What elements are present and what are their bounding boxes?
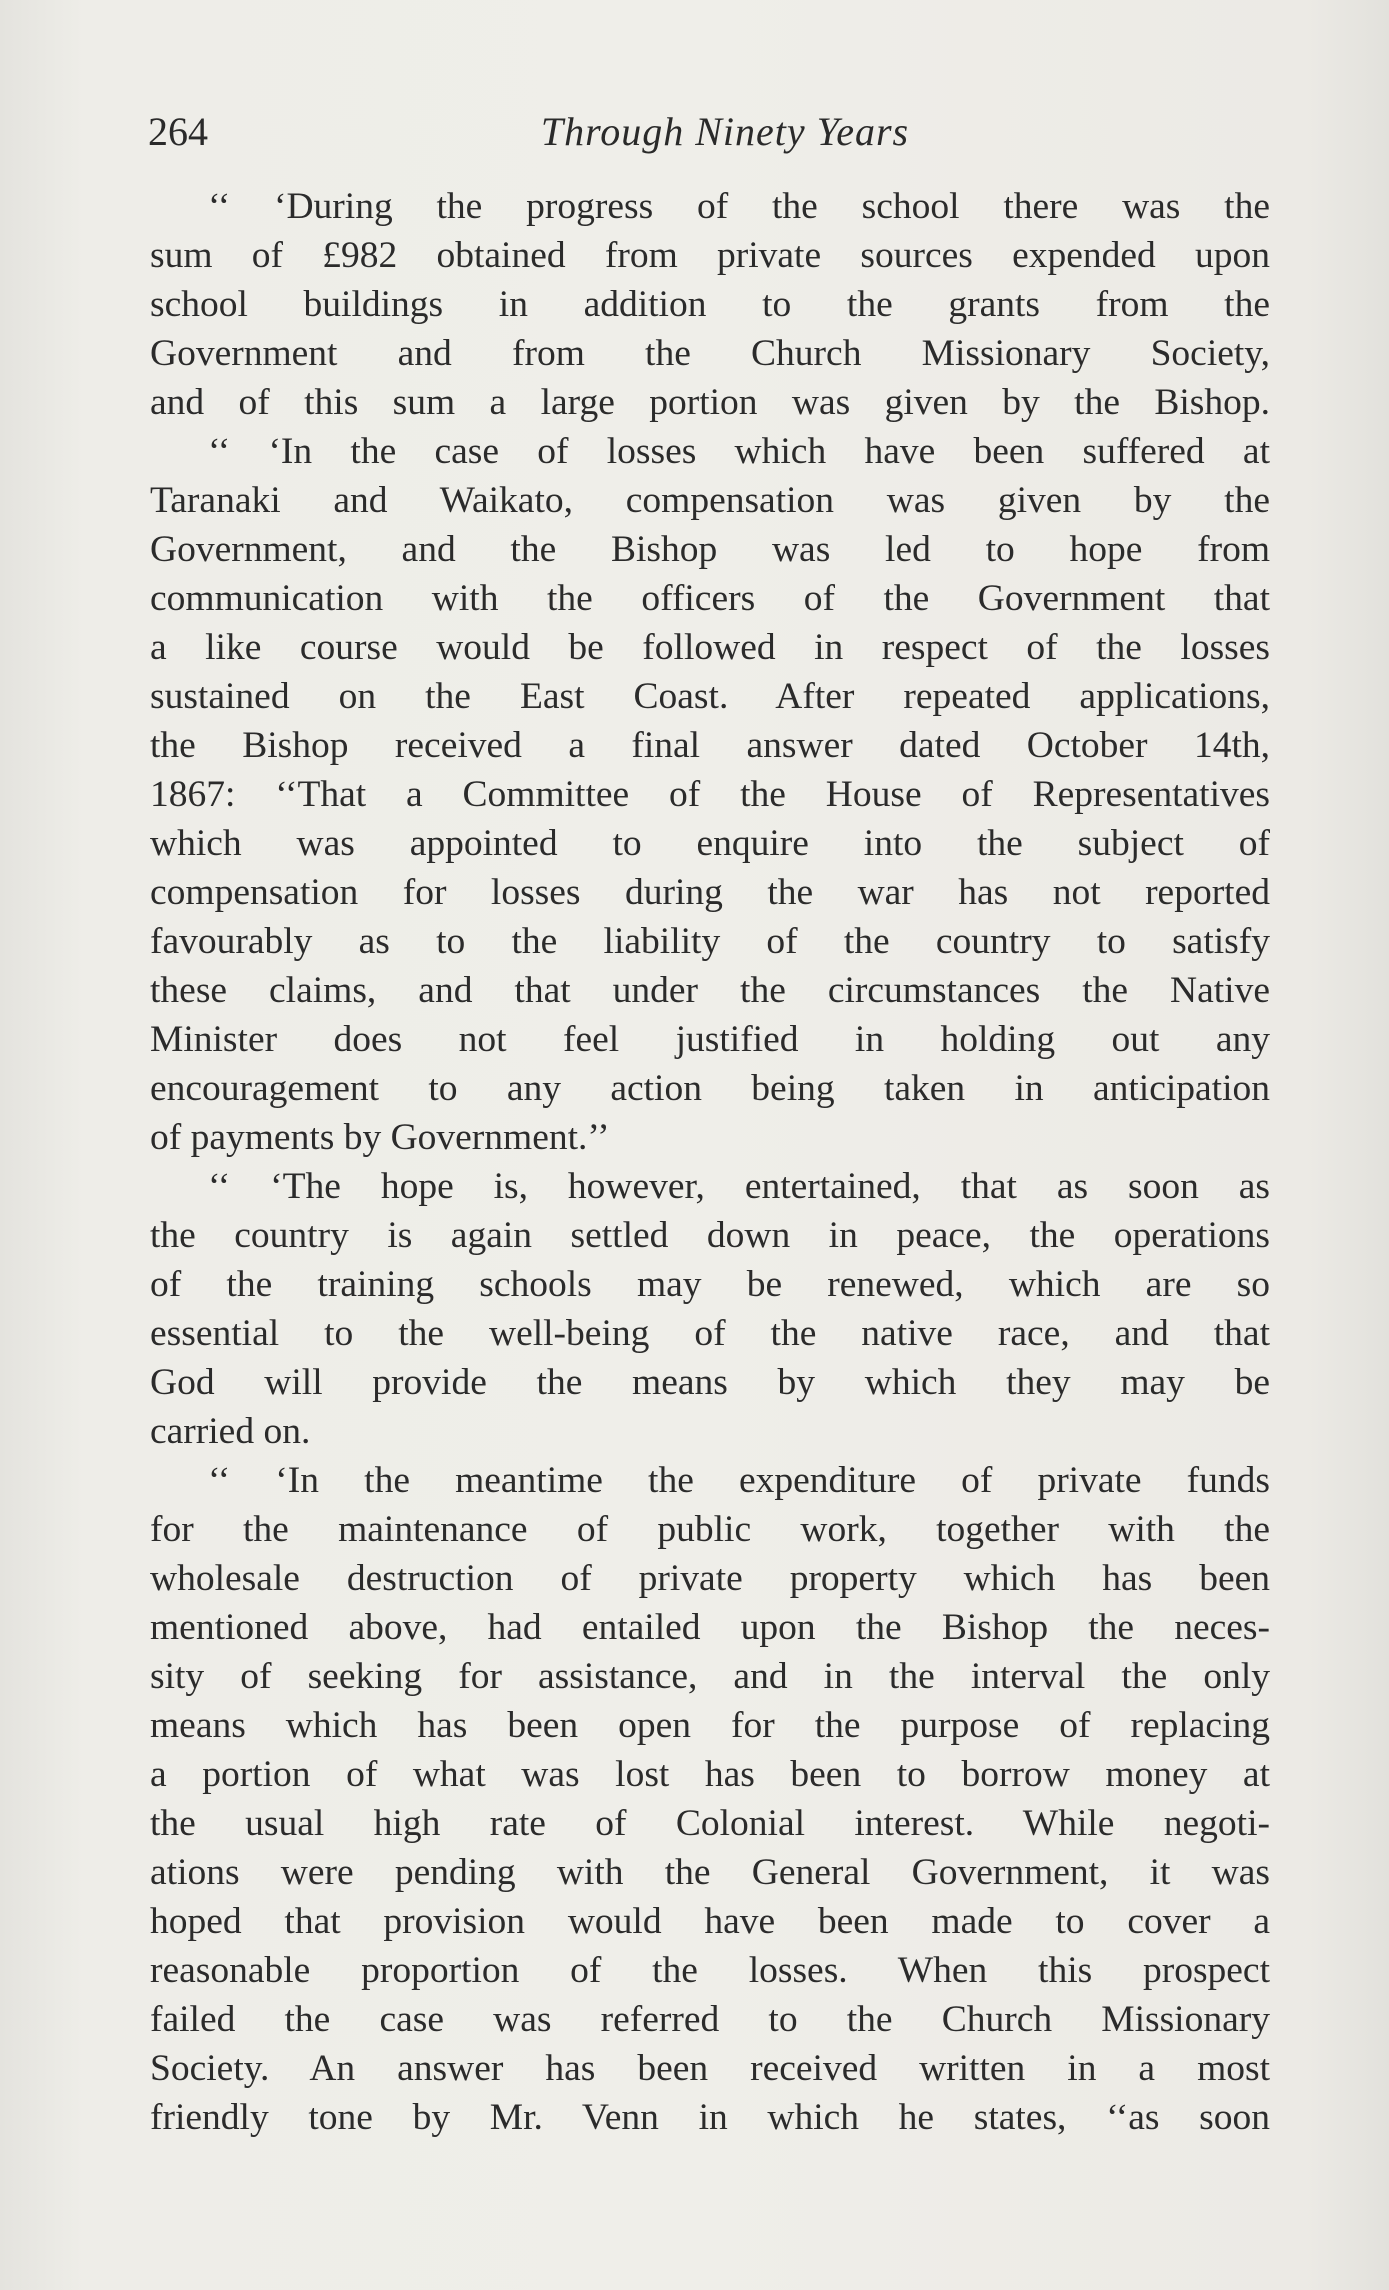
text-line: failed the case was referred to the Church Missionary (150, 1999, 1270, 2040)
text-line: carried on. (150, 1411, 311, 1452)
text-line: favourably as to the liability of the country to satisfy (150, 921, 1270, 962)
text-line: communication with the officers of the Government that (150, 578, 1270, 619)
text-line: Taranaki and Waikato, compensation was given by the (150, 480, 1270, 521)
text-line: mentioned above, had entailed upon the Bishop the neces- (150, 1607, 1270, 1648)
text-line: God will provide the means by which they may be (150, 1362, 1270, 1403)
text-line: school buildings in addition to the grants from the (150, 284, 1270, 325)
text-line: 1867: ‘‘That a Committee of the House of Representatives (150, 774, 1270, 815)
text-line: ‘‘ ‘In the meantime the expenditure of private funds (208, 1460, 1270, 1501)
text-line: of the training schools may be renewed, which are so (150, 1264, 1270, 1305)
text-line: the usual high rate of Colonial interest. While negoti- (150, 1803, 1270, 1844)
text-line: Minister does not feel justified in holding out any (150, 1019, 1270, 1060)
text-line: sity of seeking for assistance, and in the interval the only (150, 1656, 1270, 1697)
text-line: essential to the well-being of the native race, and that (150, 1313, 1270, 1354)
text-line: encouragement to any action being taken in anticipation (150, 1068, 1270, 1109)
paragraph (150, 427, 1270, 1162)
page-header (148, 108, 1272, 158)
text-line: hoped that provision would have been made to cover a (150, 1901, 1270, 1942)
text-line: Government and from the Church Missionary Society, (150, 333, 1270, 374)
text-line: means which has been open for the purpose of replacing (150, 1705, 1270, 1746)
body-text (150, 182, 1270, 2142)
paragraph (150, 1162, 1270, 1456)
paragraph (150, 1456, 1270, 2142)
text-line: the country is again settled down in peace, the operations (150, 1215, 1270, 1256)
text-line: ‘‘ ‘In the case of losses which have been suffered at (208, 431, 1270, 472)
text-line: compensation for losses during the war has not reported (150, 872, 1270, 913)
text-line: these claims, and that under the circumstances the Native (150, 970, 1270, 1011)
text-line: friendly tone by Mr. Venn in which he states, ‘‘as soon (150, 2097, 1270, 2138)
text-line: the Bishop received a final answer dated October 14th, (150, 725, 1270, 766)
text-line: Government, and the Bishop was led to hope from (150, 529, 1270, 570)
paragraph (150, 182, 1270, 427)
text-line: and of this sum a large portion was given by the Bishop. (150, 382, 1270, 423)
running-title: Through Ninety Years (540, 109, 910, 154)
text-line: ations were pending with the General Government, it was (150, 1852, 1270, 1893)
text-line: a portion of what was lost has been to borrow money at (150, 1754, 1270, 1795)
text-line: for the maintenance of public work, together with the (150, 1509, 1270, 1550)
text-line: reasonable proportion of the losses. When this prospect (150, 1950, 1270, 1991)
text-line: ‘‘ ‘The hope is, however, entertained, that as soon as (208, 1166, 1270, 1207)
text-line: which was appointed to enquire into the subject of (150, 823, 1270, 864)
text-line: ‘‘ ‘During the progress of the school there was the (208, 186, 1270, 227)
text-line: a like course would be followed in respect of the losses (150, 627, 1270, 668)
page-number: 264 (148, 109, 208, 154)
text-line: sustained on the East Coast. After repeated applications, (150, 676, 1270, 717)
text-line: of payments by Government.’’ (150, 1117, 610, 1158)
text-line: sum of £982 obtained from private sources expended upon (150, 235, 1270, 276)
text-line: Society. An answer has been received written in a most (150, 2048, 1270, 2089)
text-line: wholesale destruction of private property which has been (150, 1558, 1270, 1599)
